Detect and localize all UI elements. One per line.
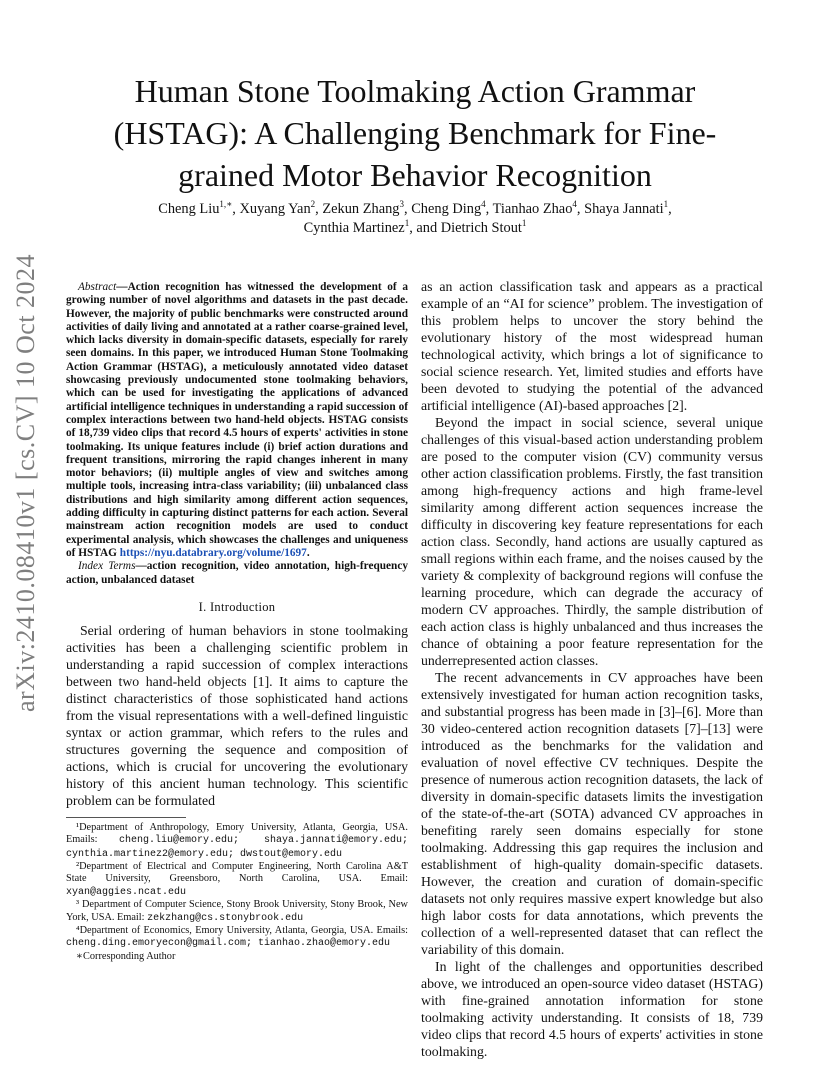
index-terms xyxy=(66,560,408,587)
intro-paragraph: Serial ordering of human behaviors in stone toolmaking activities has been a challenging scientific problem in understanding a rapid succession of complex interactions between two hand-held objects [1]. It aims to capture the distinct characteristics of those sophisticated hand actions from the visual representations with a well-defined linguistic syntax or action grammar, which refers to the rules and structures governing the sequence and composition of actions, which is crucial for uncovering the evolutionary history of this ancient human technology. This scientific problem can be formulated xyxy=(66,622,408,808)
author-name: Dietrich Stout xyxy=(440,220,522,236)
abstract-end: . xyxy=(306,546,310,559)
footnote-corresponding: ∗Corresponding Author xyxy=(76,950,176,962)
email-list: cheng.ding.emoryecon@gmail.com; tianhao.zhao@emory.edu xyxy=(66,938,391,950)
author-conjunction: and xyxy=(416,220,438,236)
affiliation-mark: 1 xyxy=(663,199,669,210)
body-paragraph: Beyond the impact in social science, several unique challenges of this visual-based action understanding problem are posed to the computer vision (CV) community versus other action classification problems. Firstly, the fast transition among high-frequency actions and high frame-level similarity among different action sequences increase the difficulty in discovering key feature representations for each action class. Secondly, hand actions are usually captured as small regions within each frame, and the noises caused by the variety & complexity of background regions will confuse the learning procedure, which can degrade the accuracy of modern CV approaches. Thirdly, the sample distribution of each action class is highly unbalanced and thus increases the chance of obtaining a poor feature representation for the underrepresented action classes. xyxy=(421,415,763,668)
author-name: Cheng Ding xyxy=(411,201,482,217)
author-list: Cheng Liu$^{1,∗}$, Xuyang Yan$^2$, Zekun Zhang$^3$, Cheng Ding$^4$, Tianhao Zhao$^4$, Shaya Jannati$^1$, Cynthia Martinez$^1$, and Dietrich Stout$^1$ xyxy=(158,199,672,236)
footnote-affiliation-2 xyxy=(66,861,408,899)
author-name: Xuyang Yan xyxy=(239,201,311,217)
body-paragraph: as an action classification task and appears as a practical example of an “AI for science” problem. The investigation of this problem helps to uncover the story behind the evolutionary history of the most widespread human technological activity, which brings a lot of significance to social science research. Yet, limited studies and efforts have been devoted to studying the potential of the advanced artificial intelligence (AI)-based approaches [2]. xyxy=(421,279,763,413)
author-name: Cheng Liu xyxy=(158,201,220,217)
abstract-label: Abstract xyxy=(78,281,117,293)
body-paragraph: The recent advancements in CV approaches have been extensively investigated for human action recognition tasks, and substantial progress has been made in [3]–[6]. More than 30 video-centered action recognition datasets [7]–[13] were introduced as the benchmarks for the validation and evaluation of novel effective CV techniques. Despite the presence of numerous action recognition datasets, the lack of diversity in domain-specific datasets limits the investigation of the state-of-the-art (SOTA) advanced CV approaches in benefiting rarely seen domains especially for stone toolmaking. Addressing this gap requires the inclusion and establishment of high-quality domain-specific datasets. However, the creation and curation of domain-specific datasets not only requires massive expert knowledge but also high labor costs for data annotations, which prevents the collection of a well-represented dataset that can reflect the variability of this domain. xyxy=(421,670,763,957)
index-terms-text: —action recognition, video annotation, high-frequency action, unbalanced dataset xyxy=(66,560,409,586)
affiliation-mark: 4 xyxy=(572,199,577,210)
footnote-affiliation-1 xyxy=(66,822,408,861)
affiliation-mark: 2 xyxy=(310,199,316,210)
email-list: xyan@aggies.ncat.edu xyxy=(66,886,187,898)
dataset-link[interactable]: https://nyu.databrary.org/volume/1697 xyxy=(119,546,307,559)
author-name: Shaya Jannati xyxy=(584,201,664,217)
affiliation-mark: 4 xyxy=(481,199,486,210)
right-column xyxy=(421,278,763,1060)
footnote-affiliation-3 xyxy=(66,899,408,925)
affiliation-mark: 1 xyxy=(521,218,527,229)
paper-title: Human Stone Toolmaking Action Grammar (HSTAG): A Challenging Benchmark for Fine-grained Motor Behavior Recognition xyxy=(113,73,717,193)
affiliation-mark: 1,∗ xyxy=(219,199,233,210)
section-heading: I. Introduction xyxy=(198,599,276,614)
affiliation-mark: 3 xyxy=(399,199,404,210)
author-name: Cynthia Martinez xyxy=(303,220,405,236)
footnote-affiliation-4 xyxy=(66,925,408,951)
index-terms-label: Index Terms xyxy=(78,560,136,573)
affiliation-mark: 1 xyxy=(404,218,410,229)
footnote-text: ⁴Department of Economics, Emory University, Atlanta, Georgia, USA. Emails: xyxy=(76,925,408,937)
left-column xyxy=(66,281,408,963)
email-list: zekzhang@cs.stonybrook.edu xyxy=(147,912,304,924)
footnote-rule xyxy=(66,817,186,818)
author-name: Zekun Zhang xyxy=(322,201,400,217)
footnote-text: ³ Department of Computer Science, Stony Brook University, Stony Brook, New York, USA. Email: xyxy=(66,899,408,923)
abstract-text: —Action recognition has witnessed the development of a growing number of novel algorithms and datasets in the past decade. However, the majority of public benchmarks were constructed around activities of daily living and annotated at a rather coarse-grained level, which lacks diversity in domain-specific datasets, especially for rarely seen domains. In this paper, we introduced Human Stone Toolmaking Action Grammar (HSTAG), a meticulously annotated video dataset showcasing previously undocumented stone toolmaking behaviors, which can be used for investigating the applications of advanced artificial intelligence techniques in understanding a rapid succession of complex interactions between two hand-held objects. HSTAG consists of 18,739 video clips that record 4.5 hours of experts' activities in stone toolmaking. Its unique features include (i) brief action durations and frequent transitions, mirroring the rapid changes inherent in many motor behaviors; (ii) multiple angles of view and switches among multiple tools, increasing intra-class variability; (iii) unbalanced class distributions and high similarity among different action sequences, adding difficulty in capturing distinct patterns for each action. Several mainstream action recognition models are used to conduct experimental analysis, which showcases the challenges and uniqueness of HSTAG xyxy=(66,281,408,559)
body-paragraph: In light of the challenges and opportunities described above, we introduced an open-source video dataset (HSTAG) with fine-grained annotation information for stone toolmaking activity understanding. It consists of 18, 739 video clips that record 4.5 hours of experts' activities in stone toolmaking. xyxy=(421,959,763,1059)
author-name: Tianhao Zhao xyxy=(492,201,573,217)
arxiv-stamp: arXiv:2410.08410v1 [cs.CV] 10 Oct 2024 xyxy=(11,253,40,712)
footnote-text: ²Department of Electrical and Computer Engineering, North Carolina A&T State University, Greensboro, North Carolina, USA. Email: xyxy=(66,861,408,885)
email-list: cheng.liu@emory.edu; shaya.jannati@emory.edu; cynthia.martinez2@emory.edu; dwstout@emory.edu xyxy=(66,835,408,860)
abstract xyxy=(66,281,408,560)
footnote-text: ¹Department of Anthropology, Emory University, Atlanta, Georgia, USA. Emails: xyxy=(66,821,408,846)
